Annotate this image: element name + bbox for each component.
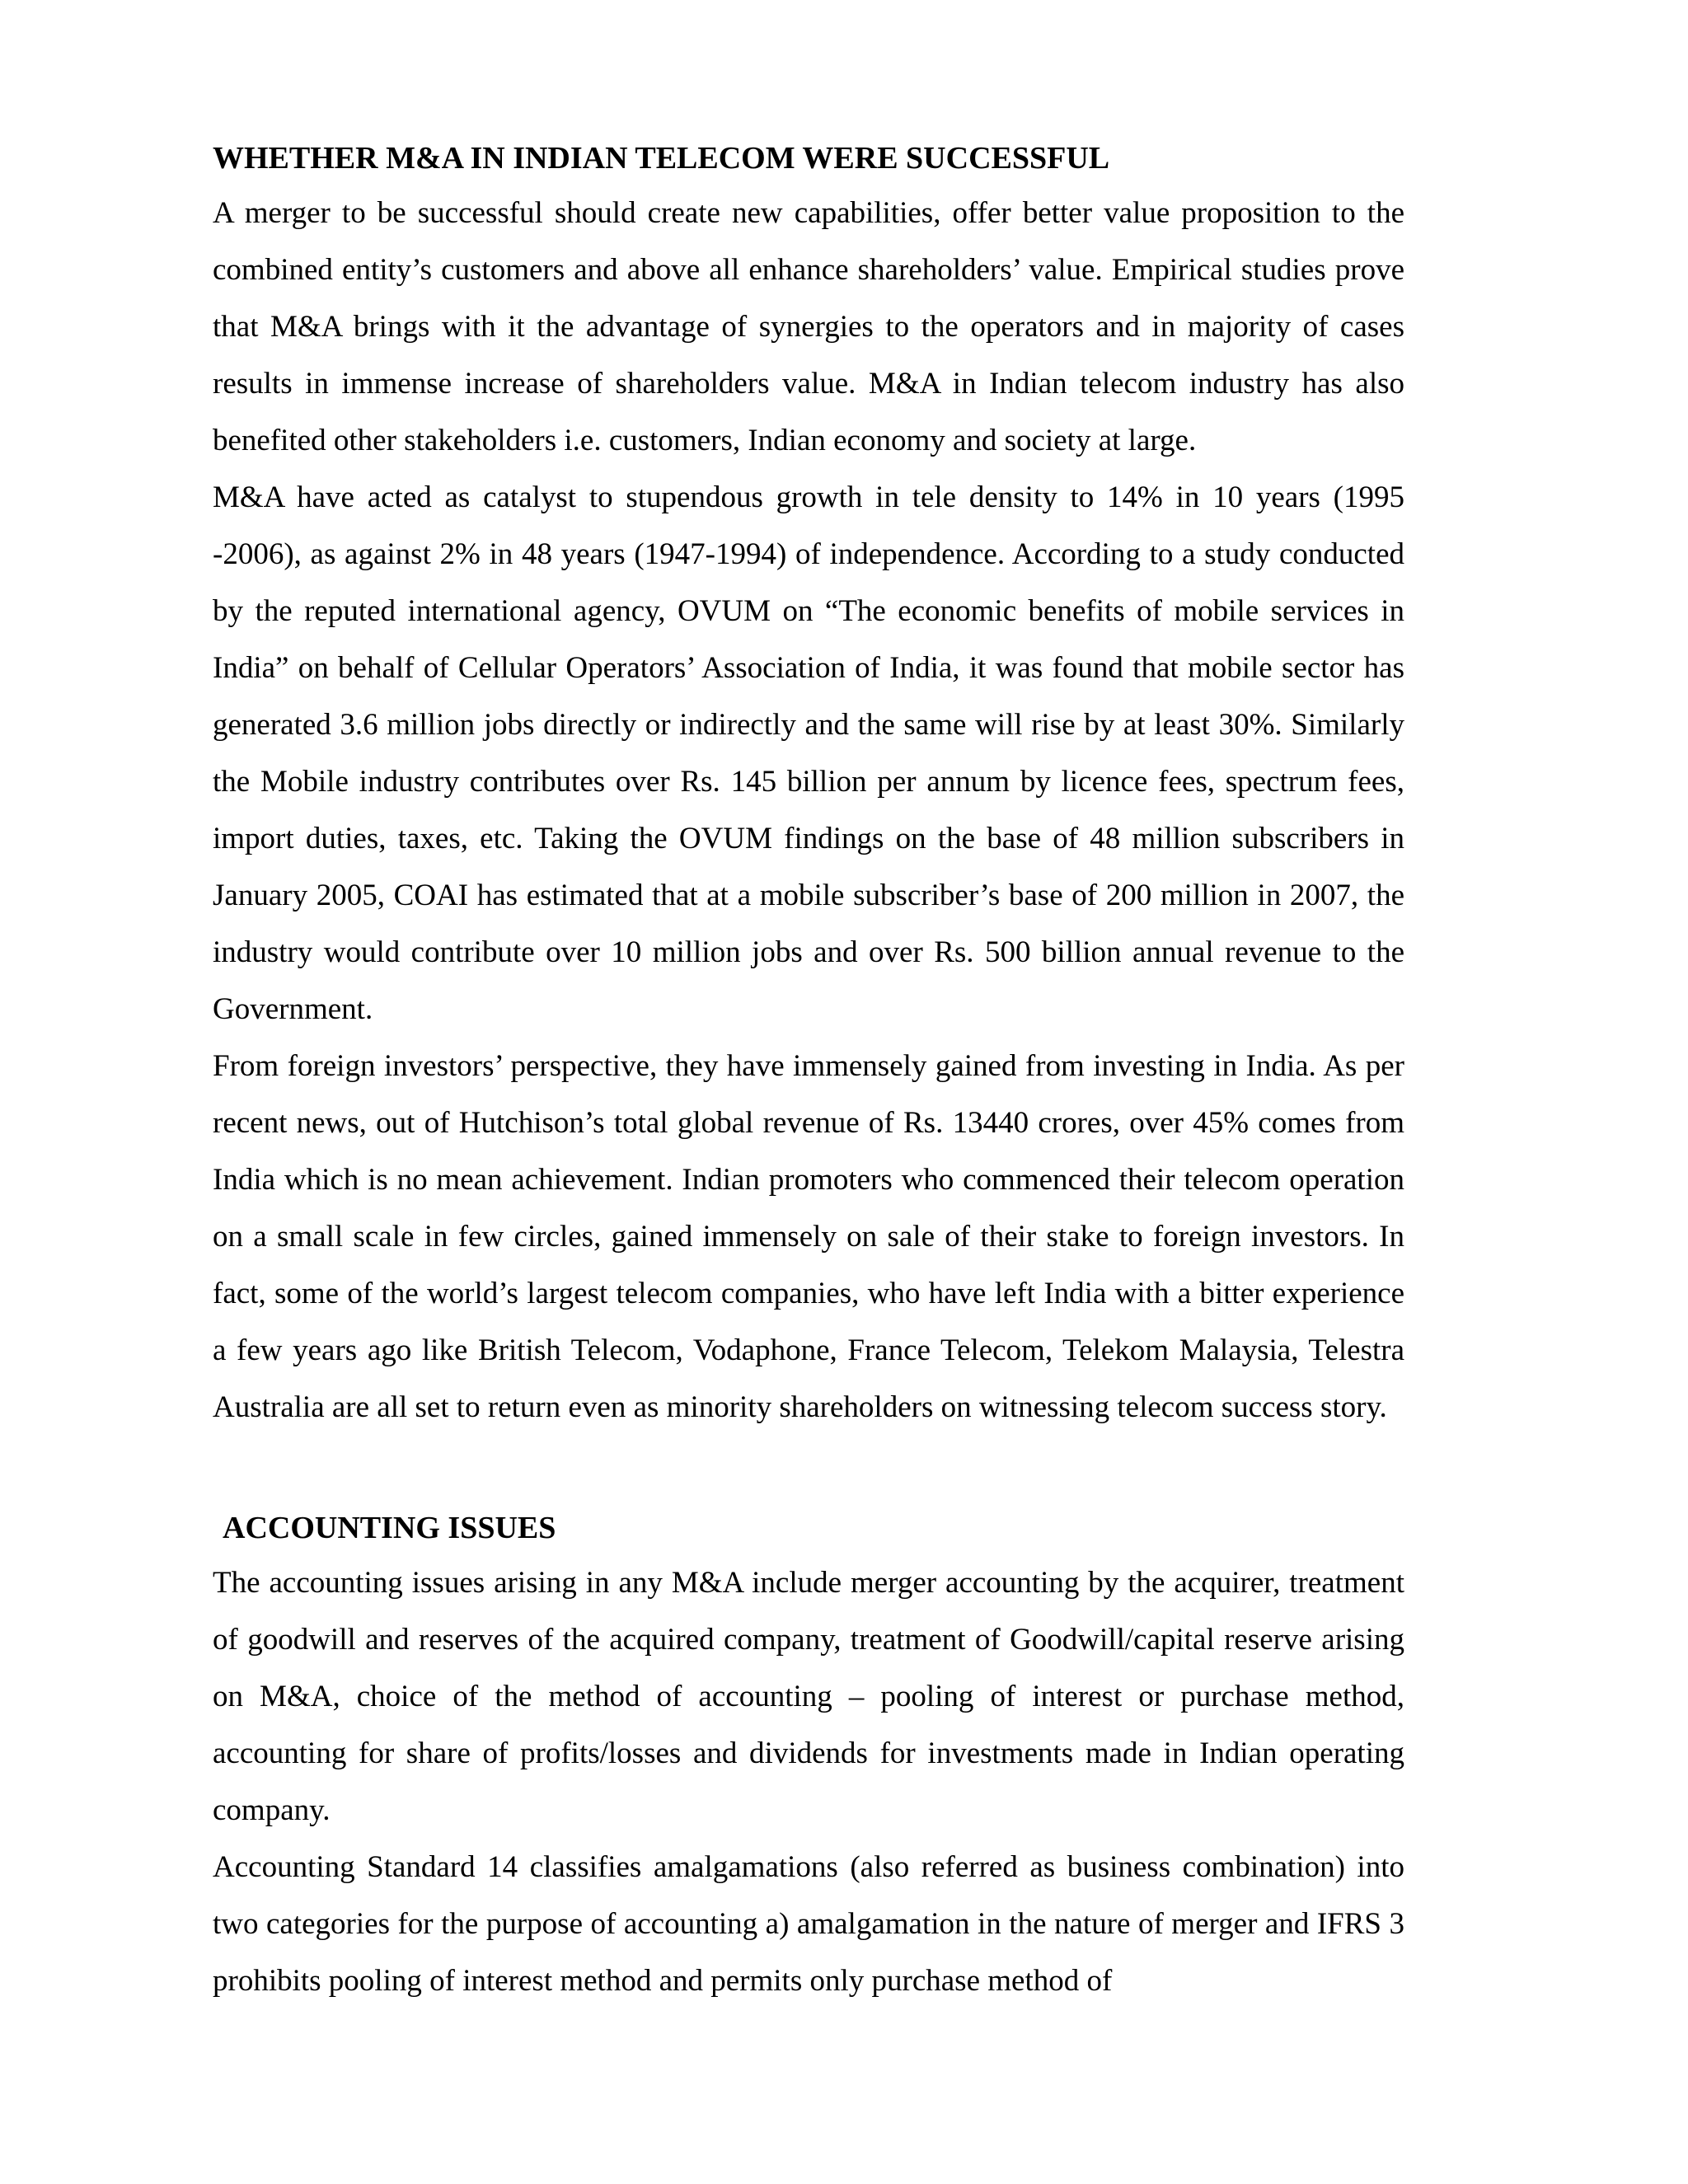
paragraph: The accounting issues arising in any M&A include merger accounting by the acquirer, treatment of goodwill and reserves of the acquired company, treatment of Goodwill/capital reserve arising on M&A, choice of the method of accounting – pooling of interest or purchase method, accounting for share of profits/losses and dividends for investments made in Indian operating company. xyxy=(213,1566,1404,1827)
document-page xyxy=(213,137,1404,2009)
section-heading-accounting-issues: ACCOUNTING ISSUES xyxy=(223,1511,556,1545)
paragraph: From foreign investors’ perspective, they have immensely gained from investing in India. As per recent news, out of Hutchison’s total global revenue of Rs. 13440 crores, over 45% comes from India which is no mean achievement. Indian promoters who commenced their telecom operation on a small scale in few circles, gained immensely on sale of their stake to foreign investors. In fact, some of the world’s largest telecom companies, who have left India with a bitter experience a few years ago like British Telecom, Vodaphone, France Telecom, Telekom Malaysia, Telestra Australia are all set to return even as minority shareholders on witnessing telecom success story. xyxy=(213,1049,1404,1424)
section-heading-ma-success: WHETHER M&A IN INDIAN TELECOM WERE SUCCESSFUL xyxy=(213,141,1110,176)
paragraph: A merger to be successful should create new capabilities, offer better value proposition to the combined entity’s customers and above all enhance shareholders’ value. Empirical studies prove that M&A brings with it the advantage of synergies to the operators and in majority of cases results in immense increase of shareholders value. M&A in Indian telecom industry has also benefited other stakeholders i.e. customers, Indian economy and society at large. xyxy=(213,196,1404,457)
paragraph: Accounting Standard 14 classifies amalgamations (also referred as business combination) into two categories for the purpose of accounting a) amalgamation in the nature of merger and IFRS 3 prohibits pooling of interest method and permits only purchase method of xyxy=(213,1850,1404,1998)
paragraph: M&A have acted as catalyst to stupendous growth in tele density to 14% in 10 years (1995 -2006), as against 2% in 48 years (1947-1994) of independence. According to a study conducted by the reputed international agency, OVUM on “The economic benefits of mobile services in India” on behalf of Cellular Operators’ Association of India, it was found that mobile sector has generated 3.6 million jobs directly or indirectly and the same will rise by at least 30%. Similarly the Mobile industry contributes over Rs. 145 billion per annum by licence fees, spectrum fees, import duties, taxes, etc. Taking the OVUM findings on the base of 48 million subscribers in January 2005, COAI has estimated that at a mobile subscriber’s base of 200 million in 2007, the industry would contribute over 10 million jobs and over Rs. 500 billion annual revenue to the Government. xyxy=(213,480,1404,1026)
